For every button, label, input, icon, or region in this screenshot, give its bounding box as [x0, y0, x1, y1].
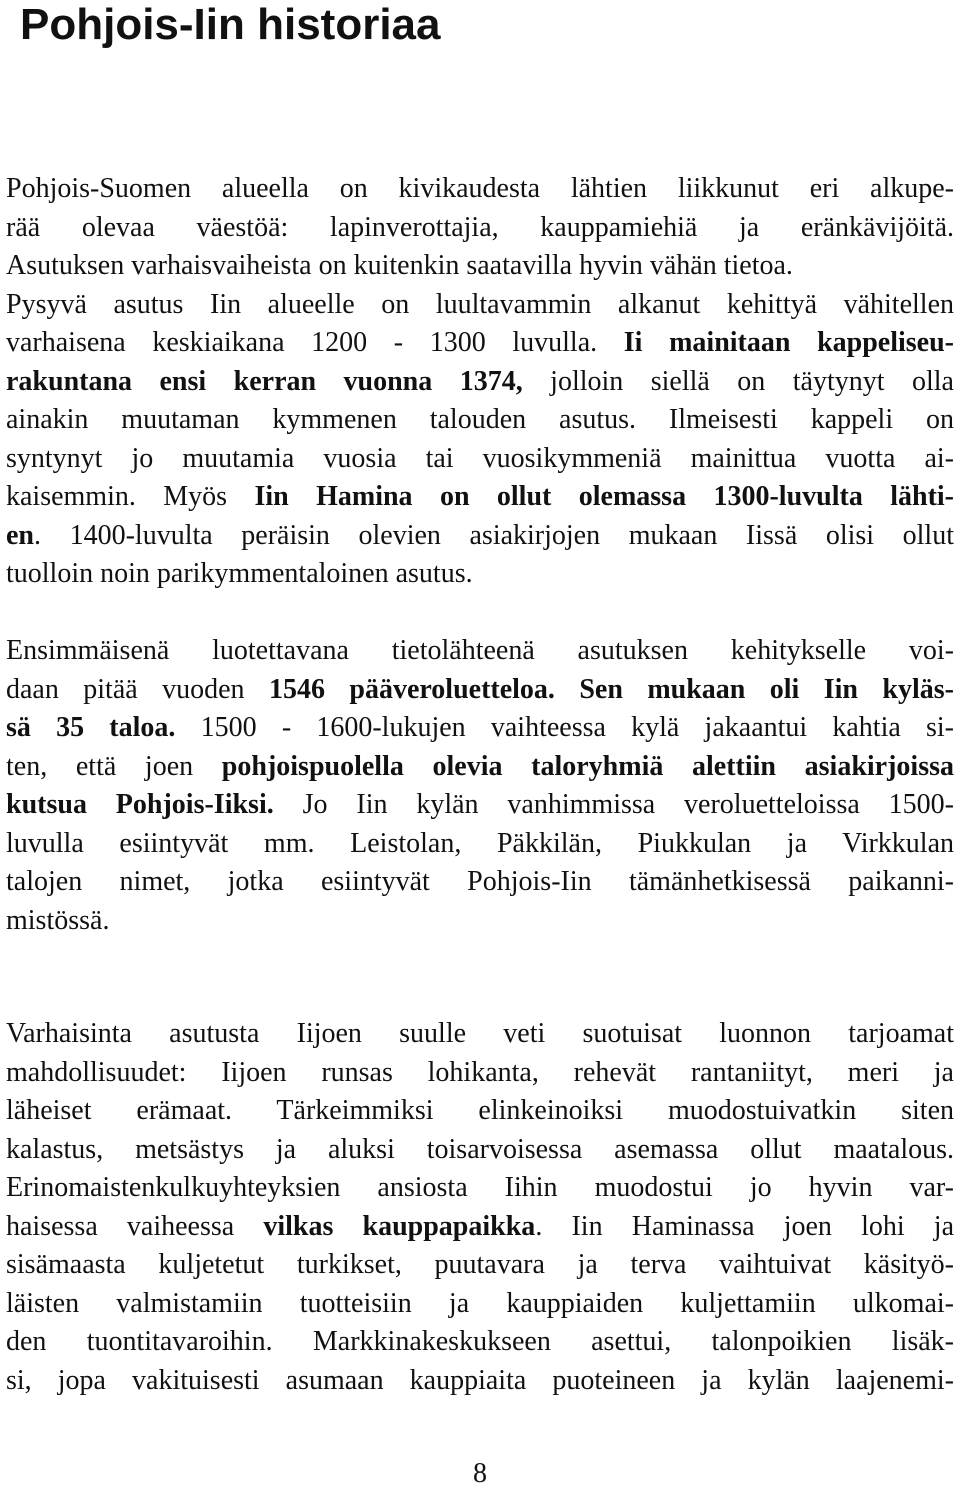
- text-segment: luvulla esiintyvät mm. Leistolan, Päkkilän, Piukkulan ja Virkkulan: [6, 827, 954, 859]
- text-segment: syntynyt jo muutamia vuosia tai vuosikymmeniä mainittua vuotta ai-: [6, 442, 954, 474]
- bold-text-segment: pohjoispuolella olevia taloryhmiä alettiin asiakirjoissa: [221, 750, 954, 782]
- text-line: [6, 1323, 954, 1362]
- text-segment: talojen nimet, jotka esiintyvät Pohjois-Iin tämänhetkisessä paikanni-: [6, 866, 954, 897]
- text-segment: läisten valmistamiin tuotteisiin ja kauppiaiden kuljettamiin ulkomai-: [6, 1287, 954, 1319]
- text-segment: mistössä.: [6, 904, 110, 936]
- text-segment: tuolloin noin parikymmentaloinen asutus.: [6, 558, 473, 589]
- text-line: [6, 1246, 954, 1285]
- text-segment: Erinomaistenkulkuyhteyksien ansiosta Iihin muodostui jo hyvin var-: [6, 1172, 954, 1203]
- text-segment: sisämaasta kuljetetut turkikset, puutavara ja terva vaihtuivat käsityö-: [6, 1249, 954, 1280]
- text-line: [6, 324, 954, 363]
- bold-text-segment: vilkas kauppapaikka: [263, 1210, 536, 1242]
- text-segment: . 1400-luvulta peräisin olevien asiakirjojen mukaan Iissä olisi ollut: [34, 519, 954, 551]
- text-line: [6, 209, 954, 248]
- text-segment: läheiset erämaat. Tärkeimmiksi elinkeinoiksi muodostuivatkin siten: [6, 1095, 954, 1126]
- text-segment: Varhaisinta asutusta Iijoen suulle veti suotuisat luonnon tarjoamat: [6, 1018, 954, 1049]
- text-segment: kaisemmin. Myös: [6, 481, 255, 512]
- text-segment: den tuontitavaroihin. Markkinakeskukseen asettui, talonpoikien lisäk-: [6, 1326, 954, 1357]
- paragraph-tax-records: [6, 632, 954, 940]
- text-segment: . Iin Haminassa joen lohi ja: [535, 1210, 954, 1242]
- bold-text-segment: 1546 pääveroluetteloa. Sen mukaan oli Iin kyläs-: [268, 673, 954, 705]
- text-line: [6, 170, 954, 209]
- text-line: [6, 1131, 954, 1170]
- text-segment: Pysyvä asutus Iin alueelle on luultavammin alkanut kehittyä vähitellen: [6, 288, 954, 320]
- text-line: [6, 1092, 954, 1131]
- text-line: [6, 363, 954, 402]
- text-line: [6, 863, 954, 902]
- text-segment: ainakin muutaman kymmenen talouden asutus. Ilmeisesti kappeli on: [6, 404, 954, 435]
- text-line: [6, 1169, 954, 1208]
- paragraph-trade-livelihoods: [6, 1015, 954, 1400]
- text-line: [6, 440, 954, 479]
- bold-text-segment: sä 35 taloa.: [6, 712, 176, 743]
- text-line: [6, 1362, 954, 1401]
- text-segment: varhaisena keskiaikana 1200 - 1300 luvulla.: [6, 327, 624, 358]
- text-segment: si, jopa vakituisesti asumaan kauppiaita puoteineen ja kylän laajenemi-: [6, 1364, 954, 1396]
- text-segment: mahdollisuudet: Iijoen runsas lohikanta, rehevät rantaniityt, meri ja: [6, 1056, 954, 1088]
- text-segment: daan pitää vuoden: [6, 673, 269, 705]
- text-line: [6, 825, 954, 864]
- text-segment: Ensimmäisenä luotettavana tietolähteenä asutuksen kehitykselle voi-: [6, 635, 954, 666]
- text-line: [6, 401, 954, 440]
- text-line: [6, 517, 954, 556]
- text-line: [6, 786, 954, 825]
- text-line: [6, 286, 954, 325]
- text-line: [6, 748, 954, 787]
- text-line: [6, 709, 954, 748]
- bold-text-segment: en: [6, 519, 34, 551]
- bold-text-segment: Iin Hamina on ollut olemassa 1300-luvulta lähti-: [254, 481, 954, 512]
- text-line: [6, 1015, 954, 1054]
- text-segment: kalastus, metsästys ja aluksi toisarvoisessa asemassa ollut maatalous.: [6, 1133, 954, 1165]
- text-segment: Asutuksen varhaisvaiheista on kuitenkin saatavilla hyvin vähän tietoa.: [6, 250, 793, 281]
- text-line: [6, 902, 954, 941]
- text-line: [6, 247, 954, 286]
- text-line: [6, 1054, 954, 1093]
- bold-text-segment: kutsua Pohjois-Iiksi.: [6, 789, 274, 820]
- text-segment: jolloin siellä on täytynyt olla: [522, 365, 954, 397]
- text-line: [6, 555, 954, 594]
- text-line: [6, 478, 954, 517]
- bold-text-segment: Ii mainitaan kappeliseu-: [623, 327, 955, 358]
- bold-text-segment: rakuntana ensi kerran vuonna 1374,: [6, 365, 523, 397]
- page-title: Pohjois-Iin historiaa: [20, 0, 441, 49]
- text-line: [6, 632, 954, 671]
- text-segment: haisessa vaiheessa: [6, 1210, 264, 1242]
- page-number: 8: [473, 1458, 487, 1489]
- text-line: [6, 1285, 954, 1324]
- text-segment: Jo Iin kylän vanhimmissa veroluetteloissa 1500-: [273, 789, 954, 820]
- text-segment: Pohjois-Suomen alueella on kivikaudesta lähtien liikkunut eri alkupe-: [6, 173, 954, 204]
- paragraph-early-settlement: [6, 170, 954, 594]
- text-line: [6, 671, 954, 710]
- text-segment: ten, että joen: [6, 750, 222, 782]
- text-line: [6, 1208, 954, 1247]
- text-segment: 1500 - 1600-lukujen vaihteessa kylä jakaantui kahtia si-: [175, 712, 954, 743]
- text-segment: rää olevaa väestöä: lapinverottajia, kauppamiehiä ja eränkävijöitä.: [6, 211, 954, 243]
